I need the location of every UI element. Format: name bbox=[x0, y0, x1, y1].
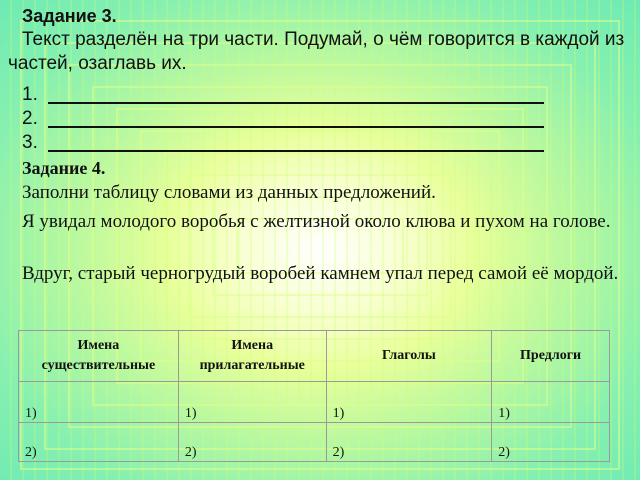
table-cell-adjectives-1[interactable]: 1) bbox=[178, 382, 326, 423]
table-cell-verbs-2[interactable]: 2) bbox=[326, 423, 492, 462]
table-cell-nouns-1[interactable]: 1) bbox=[19, 382, 179, 423]
fill-in-table bbox=[18, 330, 610, 462]
answer-underline bbox=[48, 102, 544, 104]
sentence-1: Я увидал молодого воробья с желтизной около клюва и пухом на голове. bbox=[22, 211, 611, 232]
task3-title: Задание 3. bbox=[22, 6, 117, 26]
header-adjectives: Имена прилагательные bbox=[178, 331, 326, 382]
header-verbs: Глаголы bbox=[326, 331, 492, 382]
header-nouns: Имена существительные bbox=[19, 331, 179, 382]
answer-line-3[interactable] bbox=[22, 132, 46, 154]
answer-line-number: 3. bbox=[22, 132, 38, 153]
table-cell-prepositions-2[interactable]: 2) bbox=[492, 423, 610, 462]
table-cell-verbs-1[interactable]: 1) bbox=[326, 382, 492, 423]
answer-line-1[interactable] bbox=[22, 84, 46, 106]
header-prepositions: Предлоги bbox=[492, 331, 610, 382]
answer-line-number: 1. bbox=[22, 84, 38, 105]
table-cell-prepositions-1[interactable]: 1) bbox=[492, 382, 610, 423]
table-cell-nouns-2[interactable]: 2) bbox=[19, 423, 179, 462]
task4-instruction: Заполни таблицу словами из данных предложений. bbox=[22, 182, 436, 203]
answer-underline bbox=[48, 126, 544, 128]
task4-title: Задание 4. bbox=[22, 158, 106, 178]
sentence-2: Вдруг, старый черногрудый воробей камнем упал перед самой её мордой. bbox=[22, 263, 619, 284]
answer-line-number: 2. bbox=[22, 108, 38, 129]
answer-underline bbox=[48, 150, 544, 152]
answer-line-2[interactable] bbox=[22, 108, 46, 130]
table-cell-adjectives-2[interactable]: 2) bbox=[178, 423, 326, 462]
task3-instruction: Текст разделён на три части. Подумай, о чём говорится в каждой из частей, озаглавь их. bbox=[8, 29, 625, 74]
